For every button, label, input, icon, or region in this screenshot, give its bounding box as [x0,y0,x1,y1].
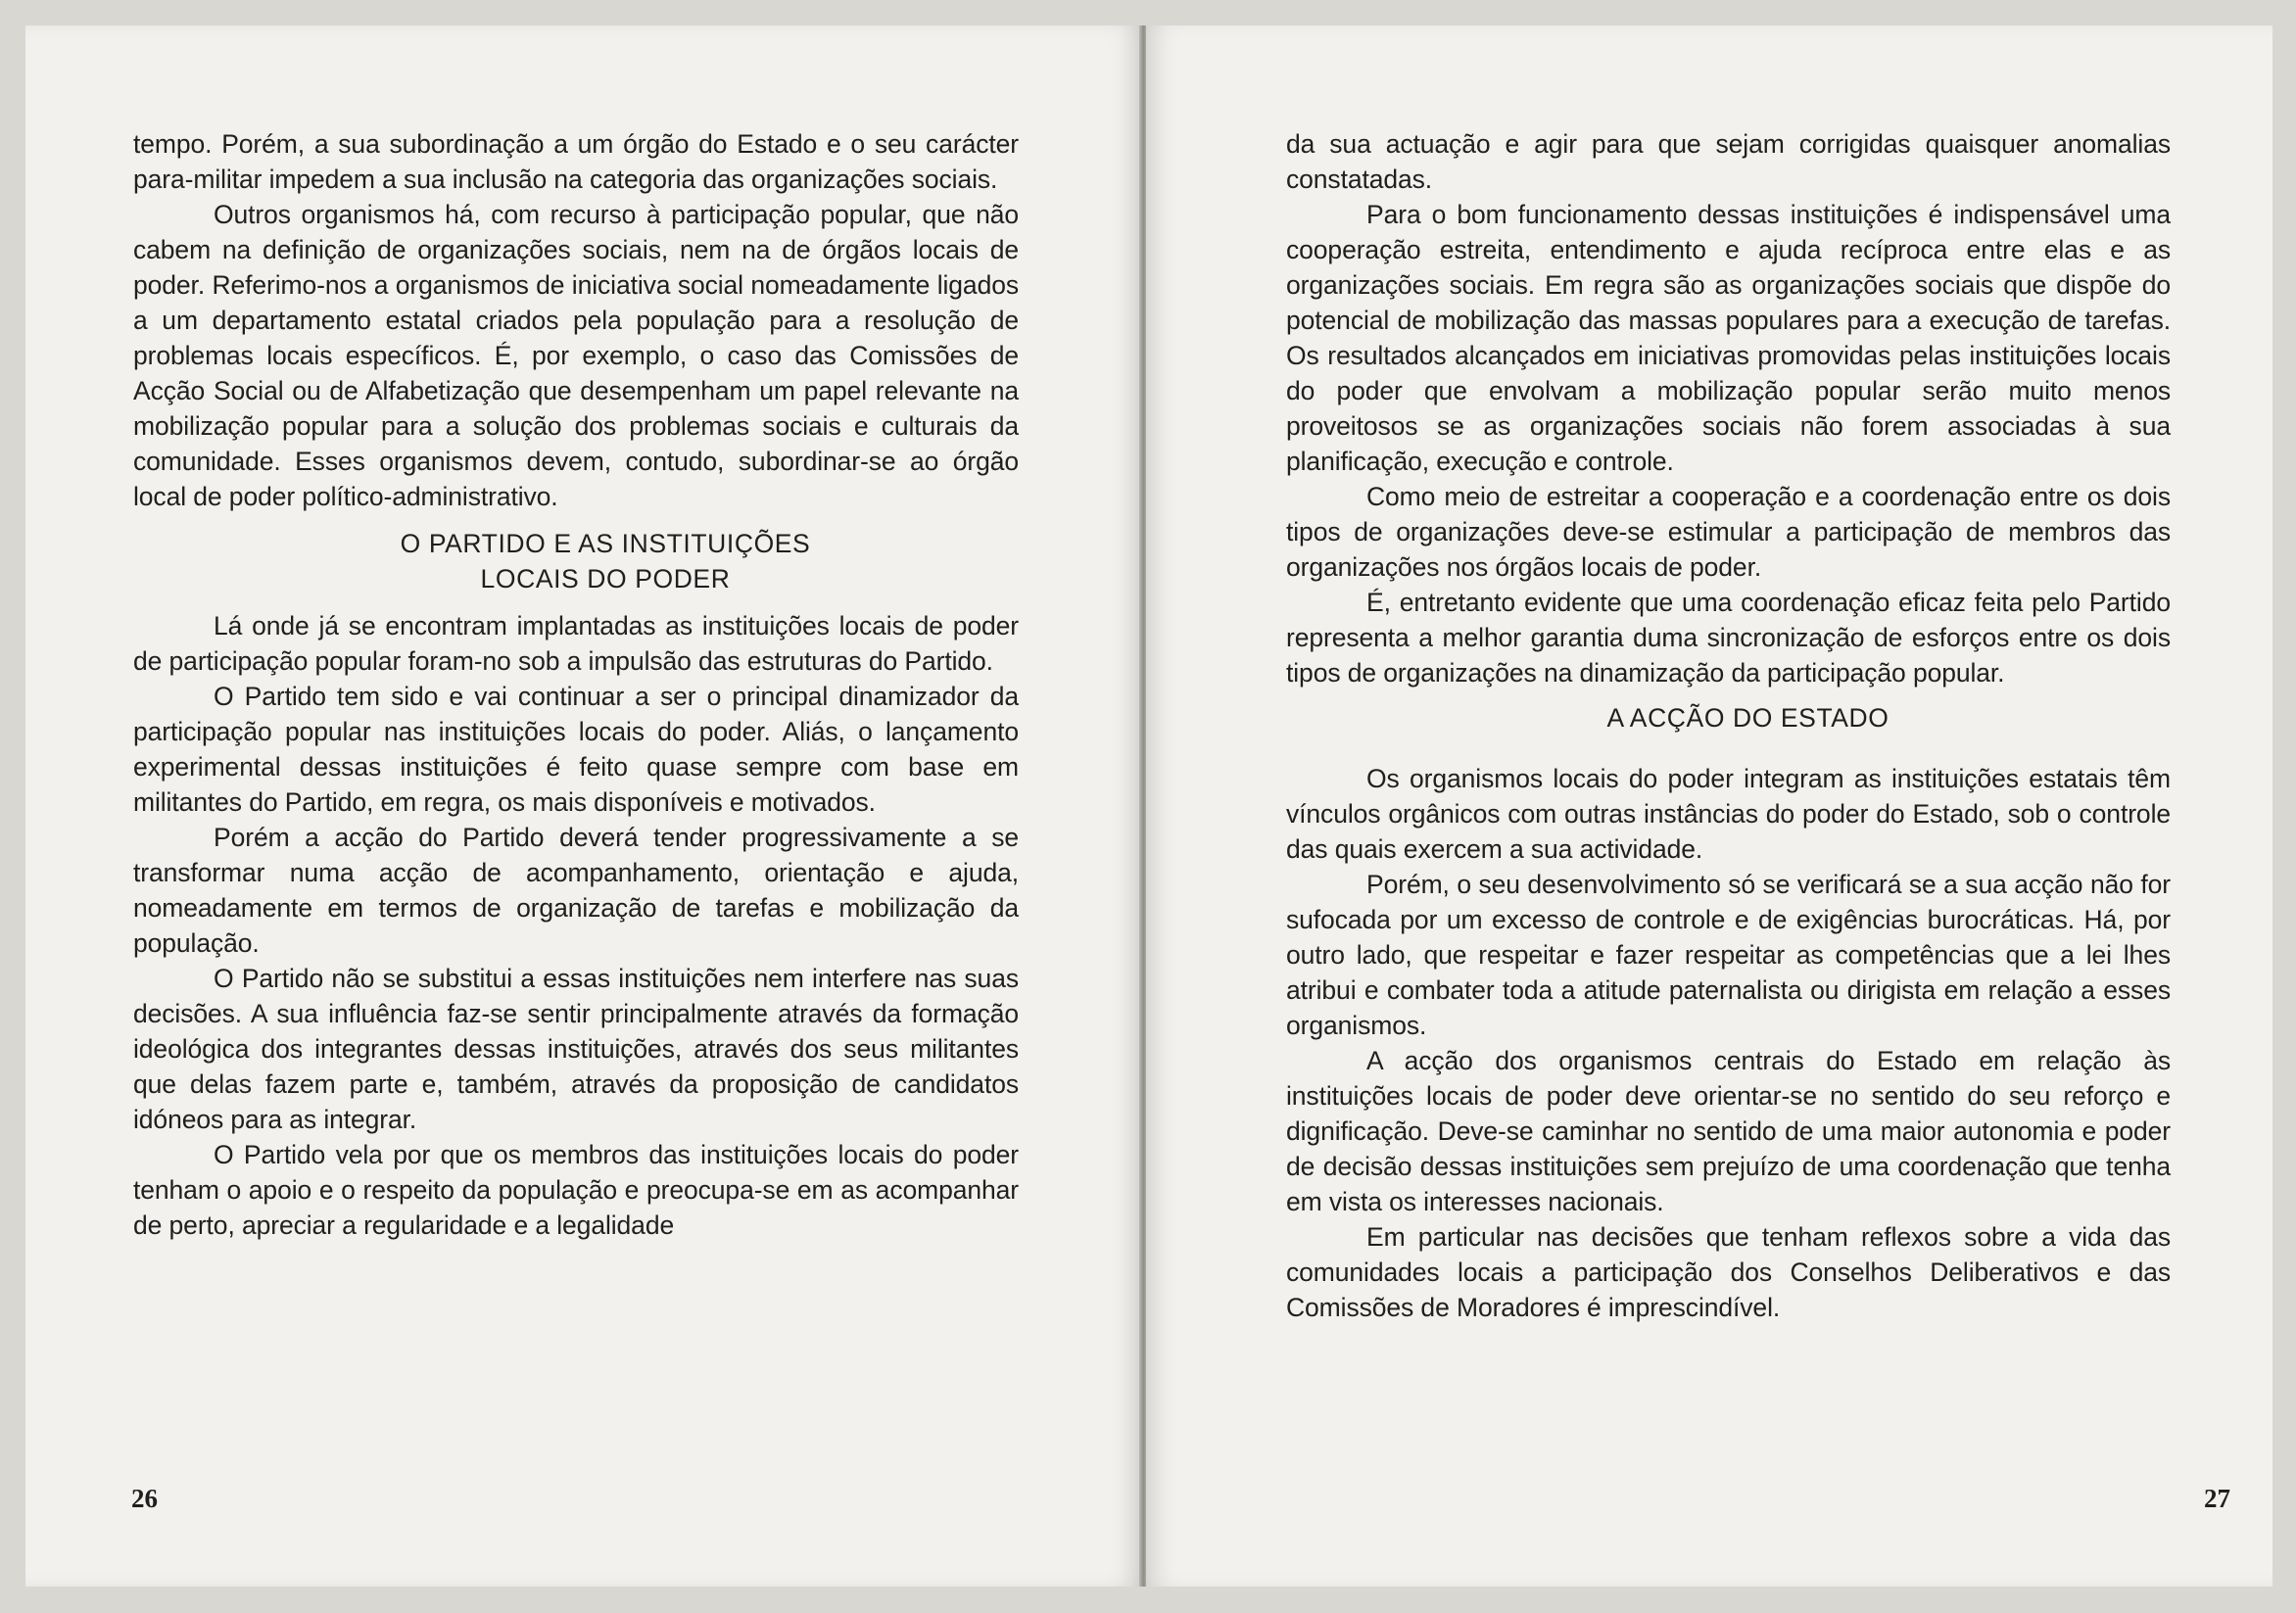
left-page-text [133,126,1019,1243]
left-paragraph-4: O Partido tem sido e vai continuar a ser o principal dinamizador da participação popular nas instituições locais do poder. Aliás, o lançamento experimental dessas instituições é feito quase sempre com base em militantes do Partido, em regra, os mais disponíveis e motivados. [133,682,1019,817]
right-paragraph-1: da sua actuação e agir para que sejam corrigidas quaisquer anomalias constatadas. [1286,129,2171,194]
right-paragraph-4: É, entretanto evidente que uma coordenação eficaz feita pelo Partido representa a melhor garantia duma sincronização de esforços entre os dois tipos de organizações na dinamização da participação popular. [1286,588,2171,688]
right-paragraph-2: Para o bom funcionamento dessas instituições é indispensável uma cooperação estreita, entendimento e ajuda recíproca entre elas e as organizações sociais. Em regra são as organizações sociais que dispõe do potencial de mobilização das massas populares para a execução de tarefas. Os resultados alcançados em iniciativas promovidas pelas instituições locais do poder que envolvam a mobilização popular serão muito menos proveitosos se as organizações sociais não forem associadas à sua planificação, execução e controle. [1286,200,2171,476]
left-paragraph-7: O Partido vela por que os membros das instituições locais do poder tenham o apoio e o respeito da população e preocupa-se em as acompanhar de perto, apreciar a regularidade e a legalidade [133,1140,1019,1240]
section-heading-line-2: LOCAIS DO PODER [480,564,731,593]
left-paragraph-2: Outros organismos há, com recurso à participação popular, que não cabem na definição de organizações sociais, nem na de órgãos locais de poder. Referimo-nos a organismos de iniciativa social nomeadamente ligados a um departamento estatal criados pela população para a resolução de problemas locais específicos. É, por exemplo, o caso das Comissões de Acção Social ou de Alfabetização que desempenham um papel relevante na mobilização popular para a solução dos problemas sociais e culturais da comunidade. Esses organismos devem, contudo, subordinar-se ao órgão local de poder político-administrativo. [133,200,1019,511]
page-number-left: 26 [131,1484,158,1513]
section-heading-line-1: O PARTIDO E AS INSTITUIÇÕES [400,529,811,558]
page-number-right: 27 [2204,1484,2230,1513]
left-paragraph-6: O Partido não se substitui a essas instituições nem interfere nas suas decisões. A sua influência faz-se sentir principalmente através da formação ideológica dos integrantes dessas instituições, através dos seus militantes que delas fazem parte e, também, através da proposição de candidatos idóneos para as integrar. [133,964,1019,1134]
left-page [25,25,1142,1587]
left-paragraph-3: Lá onde já se encontram implantadas as instituições locais de poder de participação popular foram-no sob a impulsão das estruturas do Partido. [133,611,1019,676]
right-page [1146,25,2272,1587]
right-paragraph-7: A acção dos organismos centrais do Estado em relação às instituições locais de poder deve orientar-se no sentido do seu reforço e dignificação. Deve-se caminhar no sentido de uma maior autonomia e poder de decisão dessas instituições sem prejuízo de uma coordenação que tenha em vista os interesses nacionais. [1286,1046,2171,1216]
left-paragraph-1: tempo. Porém, a sua subordinação a um órgão do Estado e o seu carácter para-militar impedem a sua inclusão na categoria das organizações sociais. [133,129,1019,194]
right-paragraph-3: Como meio de estreitar a cooperação e a coordenação entre os dois tipos de organizações deve-se estimular a participação de membros das organizações nos órgãos locais de poder. [1286,482,2171,582]
right-page-text [1286,126,2171,1325]
left-paragraph-5: Porém a acção do Partido deverá tender progressivamente a se transformar numa acção de acompanhamento, orientação e ajuda, nomeadamente em termos de organização de tarefas e mobilização da população. [133,823,1019,958]
section-heading-partido [133,526,1019,596]
right-paragraph-5: Os organismos locais do poder integram as instituições estatais têm vínculos orgânicos com outras instâncias do poder do Estado, sob o controle das quais exercem a sua actividade. [1286,764,2171,864]
right-paragraph-8: Em particular nas decisões que tenham reflexos sobre a vida das comunidades locais a participação dos Conselhos Deliberativos e das Comissões de Moradores é imprescindível. [1286,1222,2171,1322]
section-heading-estado: A ACÇÃO DO ESTADO [1606,703,1889,733]
right-paragraph-6: Porém, o seu desenvolvimento só se verificará se a sua acção não for sufocada por um excesso de controle e de exigências burocráticas. Há, por outro lado, que respeitar e fazer respeitar as competências que a lei lhes atribui e combater toda a atitude paternalista ou dirigista em relação a esses organismos. [1286,870,2171,1040]
